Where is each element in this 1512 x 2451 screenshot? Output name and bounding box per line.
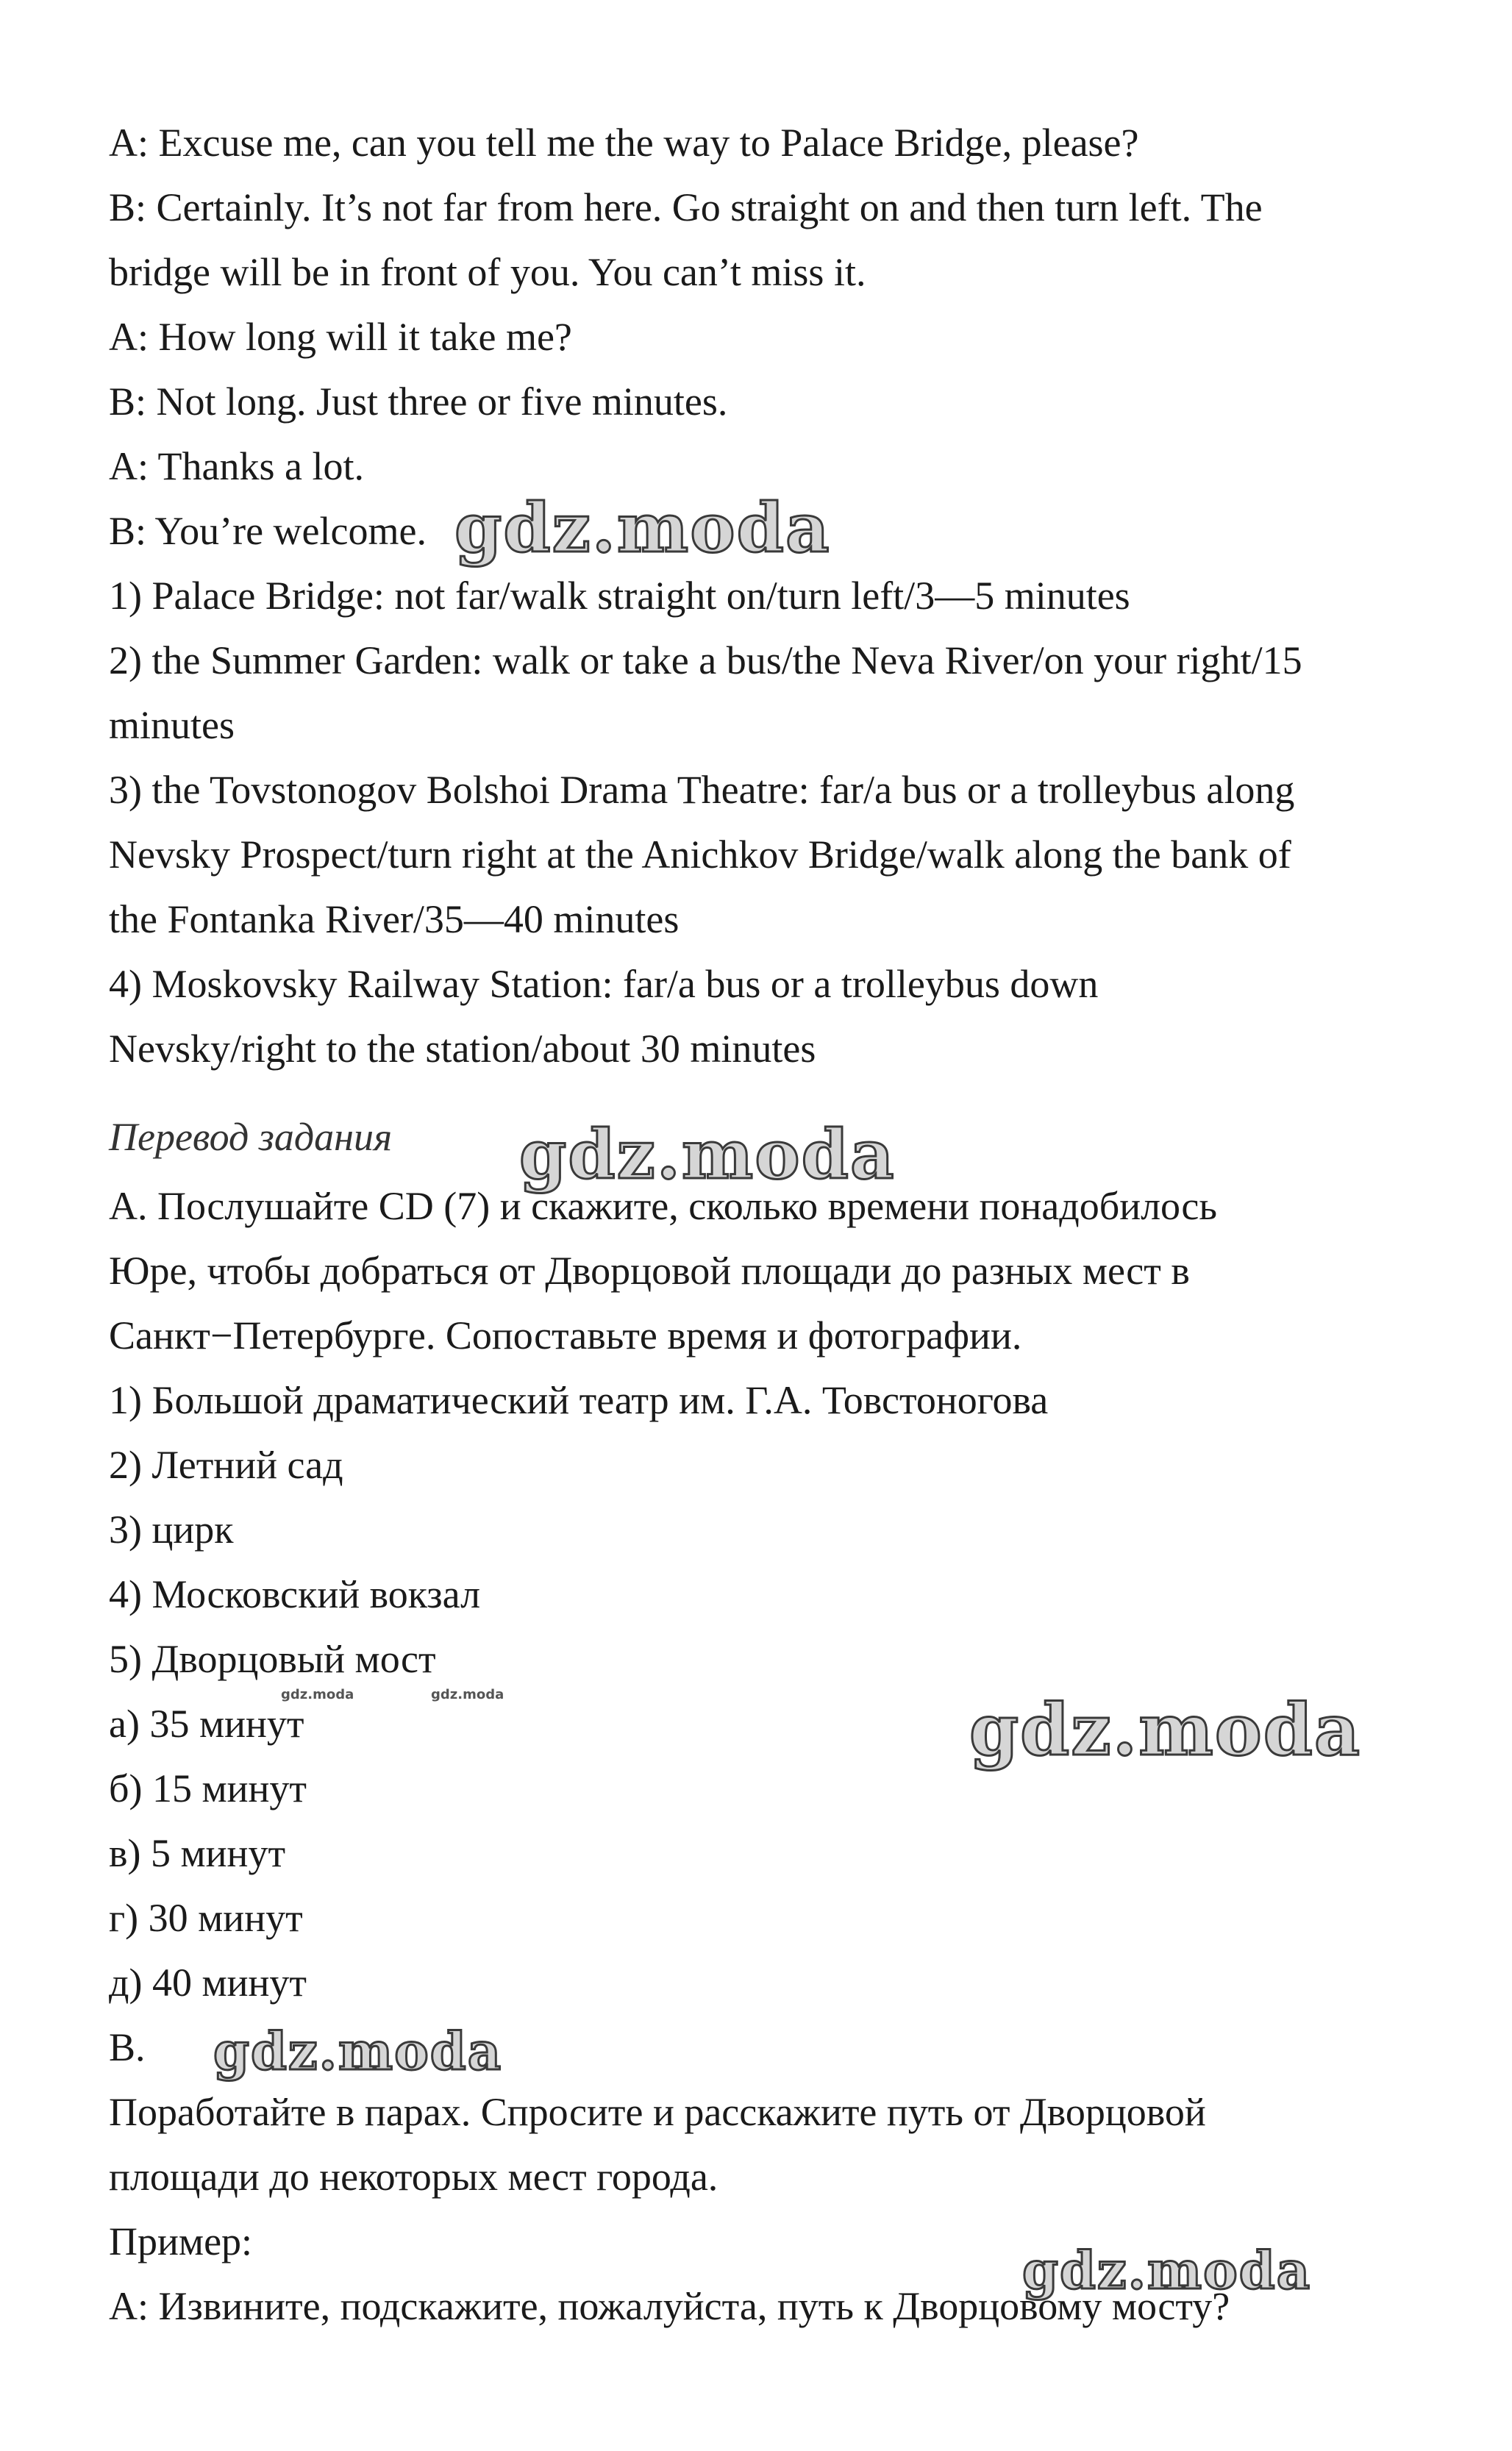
task-a-line-2: Юре, чтобы добраться от Дворцовой площади до разных мест в xyxy=(109,1249,1190,1293)
task-b-line-2: площади до некоторых мест города. xyxy=(109,2155,718,2199)
place-ru-4: 4) Московский вокзал xyxy=(109,1572,481,1616)
time-ru-4: г) 30 минут xyxy=(109,1896,303,1940)
place-line-8: Nevsky/right to the station/about 30 minutes xyxy=(109,1027,816,1071)
watermark-small-2: gdz.moda xyxy=(431,1687,504,1702)
task-b-line-4: А: Извините, подскажите, пожалуйста, путь к Дворцовому мосту? xyxy=(109,2284,1230,2328)
place-line-3: minutes xyxy=(109,703,235,747)
watermark-3: gdz.moda xyxy=(969,1688,1362,1772)
place-line-2: 2) the Summer Garden: walk or take a bus/the Neva River/on your right/15 xyxy=(109,638,1302,682)
dialogue-line-4: A: How long will it take me? xyxy=(109,315,572,359)
dialogue-line-5: B: Not long. Just three or five minutes. xyxy=(109,379,728,424)
place-ru-5: 5) Дворцовый мост xyxy=(109,1637,436,1681)
time-ru-5: д) 40 минут xyxy=(109,1961,307,2005)
place-line-4: 3) the Tovstonogov Bolshoi Drama Theatre: far/a bus or a trolleybus along xyxy=(109,768,1295,812)
place-ru-1: 1) Большой драматический театр им. Г.А. Товстоногова xyxy=(109,1378,1049,1422)
dialogue-line-6: A: Thanks a lot. xyxy=(109,444,364,488)
dialogue-line-7: B: You’re welcome. xyxy=(109,509,427,553)
dialogue-line-3: bridge will be in front of you. You can’t miss it. xyxy=(109,250,866,294)
place-ru-3: 3) цирк xyxy=(109,1508,234,1552)
task-a-line-1: А. Послушайте CD (7) и скажите, сколько времени понадобилось xyxy=(109,1184,1217,1228)
task-b-line-1: Поработайте в парах. Спросите и расскажите путь от Дворцовой xyxy=(109,2090,1206,2134)
task-b-label: B. xyxy=(109,2025,146,2069)
watermark-1: gdz.moda xyxy=(454,488,831,568)
place-line-7: 4) Moskovsky Railway Station: far/a bus or a trolleybus down xyxy=(109,962,1099,1006)
time-ru-1: а) 35 минут xyxy=(109,1702,304,1746)
time-ru-2: б) 15 минут xyxy=(109,1766,307,1810)
watermark-2: gdz.moda xyxy=(519,1115,896,1194)
place-line-5: Nevsky Prospect/turn right at the Anichkov Bridge/walk along the bank of xyxy=(109,832,1291,877)
translation-heading: Перевод задания xyxy=(109,1115,393,1159)
place-ru-2: 2) Летний сад xyxy=(109,1443,343,1487)
place-line-1: 1) Palace Bridge: not far/walk straight on/turn left/3—5 minutes xyxy=(109,574,1130,618)
watermark-small-1: gdz.moda xyxy=(281,1687,354,1702)
place-line-6: the Fontanka River/35—40 minutes xyxy=(109,897,680,941)
watermark-4: gdz.moda xyxy=(213,2021,503,2082)
dialogue-line-1: A: Excuse me, can you tell me the way to Palace Bridge, please? xyxy=(109,121,1139,165)
watermark-5: gdz.moda xyxy=(1022,2240,1312,2301)
task-b-line-3: Пример: xyxy=(109,2219,253,2263)
task-a-line-3: Санкт−Петербурге. Сопоставьте время и фотографии. xyxy=(109,1313,1022,1357)
dialogue-line-2: B: Certainly. It’s not far from here. Go straight on and then turn left. The xyxy=(109,185,1263,229)
document-page xyxy=(109,110,1433,2338)
time-ru-3: в) 5 минут xyxy=(109,1831,286,1875)
